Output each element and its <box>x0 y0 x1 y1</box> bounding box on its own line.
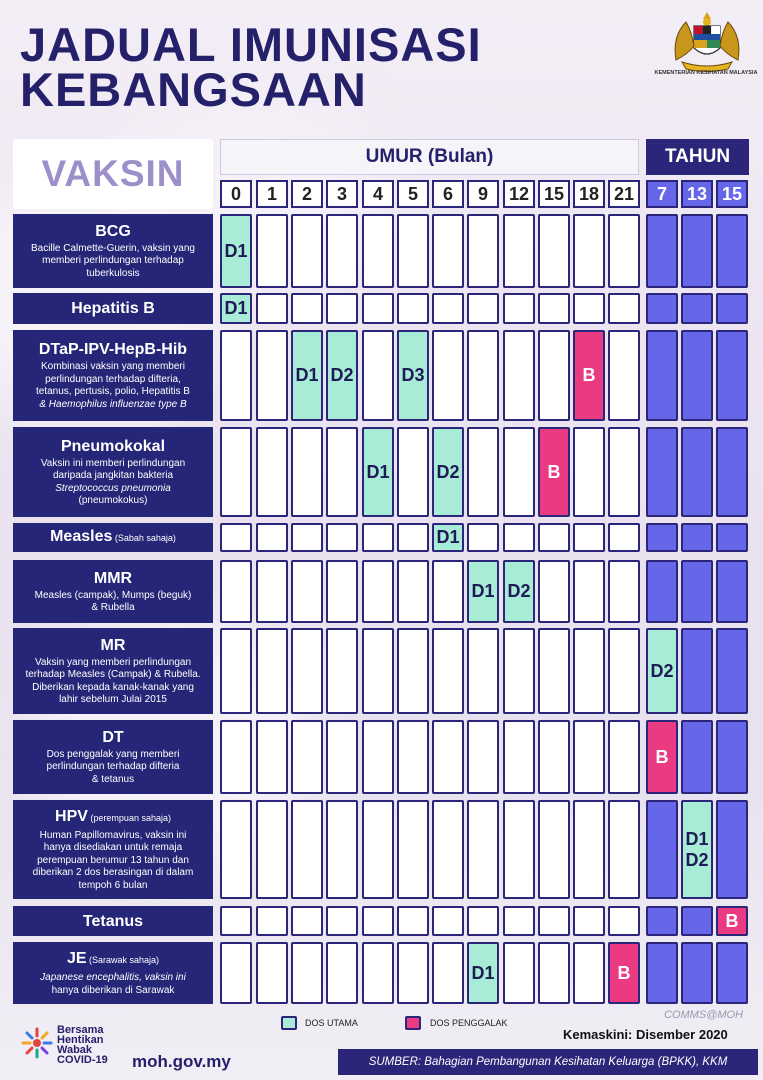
legend-primary-swatch <box>281 1016 297 1030</box>
vaccine-name-text: Hepatitis B <box>71 300 155 317</box>
schedule-cell <box>432 293 464 324</box>
schedule-cell <box>646 800 678 899</box>
dose-label: B <box>582 365 596 385</box>
source-banner: SUMBER: Bahagian Pembangunan Kesihatan Keluarga (BPKK), KKM <box>338 1049 758 1075</box>
vaccine-name <box>17 527 209 548</box>
schedule-cell <box>256 214 288 288</box>
schedule-cell <box>716 427 748 517</box>
year-header-13: 13 <box>681 180 713 208</box>
dose-label: D1 <box>295 365 319 385</box>
title-line-2: KEBANGSAAN <box>20 63 367 116</box>
campaign-line: COVID-19 <box>57 1054 108 1066</box>
schedule-cell <box>256 293 288 324</box>
schedule-cell <box>608 330 640 421</box>
description-line: Vaksin yang memberi perlindungan <box>34 656 191 668</box>
age-months-header: UMUR (Bulan) <box>220 139 639 175</box>
schedule-cell <box>362 330 394 421</box>
dose-label: D1 <box>471 581 495 601</box>
schedule-cell <box>326 628 358 714</box>
description-line: hanya diberikan di Sarawak <box>51 984 175 996</box>
schedule-cell <box>220 560 252 623</box>
schedule-cell <box>432 942 464 1004</box>
schedule-cell <box>291 720 323 794</box>
vaccine-name-text: Pneumokokal <box>60 437 166 455</box>
description-line: tempoh 6 bulan <box>78 879 148 891</box>
schedule-cell <box>573 214 605 288</box>
credit-text: COMMS@MOH <box>664 1009 743 1021</box>
vaccine-name <box>17 728 209 747</box>
dose-label: B <box>547 461 561 482</box>
schedule-cell <box>608 720 640 794</box>
schedule-cell <box>291 214 323 288</box>
booster-dose-cell <box>646 720 678 794</box>
schedule-cell <box>256 560 288 623</box>
vaccine-description <box>17 458 209 508</box>
schedule-cell <box>326 800 358 899</box>
dose-label: D2 <box>330 365 354 385</box>
schedule-cell <box>681 293 713 324</box>
schedule-cell <box>326 293 358 324</box>
schedule-cell <box>362 720 394 794</box>
schedule-cell <box>608 293 640 324</box>
schedule-cell <box>503 720 535 794</box>
schedule-cell <box>256 523 288 552</box>
description-line: & Haemophilus influenzae type B <box>39 398 187 410</box>
schedule-cell <box>716 800 748 899</box>
schedule-cell <box>646 560 678 623</box>
description-line: & Rubella <box>91 602 135 613</box>
schedule-cell <box>326 906 358 936</box>
description-line: Dos penggalak yang memberi <box>46 748 180 760</box>
schedule-cell <box>716 293 748 324</box>
vaccine-name-text: HPV <box>55 807 88 825</box>
schedule-cell <box>291 523 323 552</box>
vaccine-description <box>17 657 209 707</box>
schedule-cell <box>538 906 570 936</box>
vaccine-name-text: MR <box>100 636 126 654</box>
campaign-logo-icon <box>20 1026 54 1060</box>
schedule-cell <box>397 427 429 517</box>
schedule-cell <box>538 800 570 899</box>
schedule-cell <box>503 523 535 552</box>
schedule-cell <box>256 720 288 794</box>
schedule-cell <box>291 560 323 623</box>
age-years-header: TAHUN <box>646 139 749 175</box>
dose-label: D1 <box>224 240 248 261</box>
vaccine-name <box>17 912 209 931</box>
schedule-cell <box>573 523 605 552</box>
campaign-text <box>57 1025 108 1065</box>
schedule-cell <box>716 720 748 794</box>
schedule-cell <box>573 720 605 794</box>
month-header-2: 2 <box>291 180 323 208</box>
schedule-cell <box>397 293 429 324</box>
vaccine-name <box>17 437 209 456</box>
description-line: terhadap Measles (Campak) & Rubella. <box>25 669 201 680</box>
vaccine-label-mmr <box>13 560 213 623</box>
schedule-cell <box>503 214 535 288</box>
schedule-cell <box>608 800 640 899</box>
schedule-cell <box>326 427 358 517</box>
description-line: Measles (campak), Mumps (beguk) <box>34 589 192 601</box>
description-line: tuberkulosis <box>86 267 140 279</box>
schedule-cell <box>681 427 713 517</box>
month-header-21: 21 <box>608 180 640 208</box>
schedule-cell <box>538 330 570 421</box>
year-header-7: 7 <box>646 180 678 208</box>
schedule-cell <box>503 293 535 324</box>
schedule-cell <box>467 800 499 899</box>
dose-label: D2 <box>436 461 460 482</box>
schedule-cell <box>397 628 429 714</box>
schedule-cell <box>362 560 394 623</box>
legend-booster-swatch <box>405 1016 421 1030</box>
schedule-cell <box>291 906 323 936</box>
vaccine-label-tetanus <box>13 906 213 936</box>
description-line: Bacille Calmette-Guerin, vaksin yang <box>31 242 195 254</box>
schedule-cell <box>573 427 605 517</box>
schedule-cell <box>220 628 252 714</box>
description-line: diberikan 2 dos berasingan di dalam <box>32 867 194 879</box>
schedule-cell <box>256 330 288 421</box>
vaccine-label-measles <box>13 523 213 552</box>
month-header-3: 3 <box>326 180 358 208</box>
schedule-cell <box>432 906 464 936</box>
schedule-cell <box>256 942 288 1004</box>
schedule-cell <box>220 720 252 794</box>
schedule-cell <box>362 906 394 936</box>
dose-label: D3 <box>401 365 425 385</box>
schedule-cell <box>432 214 464 288</box>
schedule-cell <box>716 628 748 714</box>
schedule-cell <box>716 523 748 552</box>
schedule-cell <box>432 330 464 421</box>
schedule-cell <box>362 800 394 899</box>
vaccine-name <box>17 222 209 241</box>
schedule-cell <box>432 720 464 794</box>
primary-dose-cell <box>467 942 499 1004</box>
month-header-1: 1 <box>256 180 288 208</box>
schedule-cell <box>608 560 640 623</box>
schedule-cell <box>538 293 570 324</box>
schedule-cell <box>503 330 535 421</box>
primary-dose-cell <box>681 800 713 899</box>
month-header-18: 18 <box>573 180 605 208</box>
schedule-cell <box>573 800 605 899</box>
schedule-cell <box>291 628 323 714</box>
schedule-cell <box>538 523 570 552</box>
schedule-cell <box>716 330 748 421</box>
campaign-line: Hentikan <box>57 1034 104 1046</box>
dose-label: D2 <box>650 660 674 681</box>
month-header-6: 6 <box>432 180 464 208</box>
schedule-cell <box>681 720 713 794</box>
vaccine-description <box>17 243 209 281</box>
vaccine-name-text: Tetanus <box>82 912 144 930</box>
schedule-cell <box>397 800 429 899</box>
schedule-cell <box>467 720 499 794</box>
schedule-cell <box>397 720 429 794</box>
schedule-cell <box>467 523 499 552</box>
schedule-cell <box>326 720 358 794</box>
primary-dose-cell <box>397 330 429 421</box>
dose-label: D1 <box>436 527 460 547</box>
schedule-cell <box>397 214 429 288</box>
schedule-cell <box>608 214 640 288</box>
description-line: hanya disediakan untuk remaja <box>43 842 183 854</box>
primary-dose-cell <box>220 293 252 324</box>
vaccine-name <box>17 949 209 970</box>
schedule-cell <box>397 560 429 623</box>
schedule-cell <box>573 293 605 324</box>
vaccine-note: (Sabah sahaja) <box>112 533 176 543</box>
primary-dose-cell <box>291 330 323 421</box>
vaccine-description <box>17 749 209 787</box>
month-header-15: 15 <box>538 180 570 208</box>
schedule-cell <box>432 628 464 714</box>
schedule-cell <box>256 906 288 936</box>
schedule-cell <box>646 427 678 517</box>
schedule-cell <box>256 427 288 517</box>
vaccine-description <box>17 590 209 615</box>
dose-label: B <box>725 910 739 931</box>
schedule-cell <box>467 330 499 421</box>
page-title <box>20 18 482 116</box>
booster-dose-cell <box>538 427 570 517</box>
schedule-cell <box>291 293 323 324</box>
year-header-15: 15 <box>716 180 748 208</box>
primary-dose-cell <box>646 628 678 714</box>
month-header-4: 4 <box>362 180 394 208</box>
website-link[interactable]: moh.gov.my <box>132 1052 231 1071</box>
schedule-cell <box>538 942 570 1004</box>
schedule-cell <box>291 942 323 1004</box>
schedule-cell <box>646 906 678 936</box>
schedule-cell <box>608 906 640 936</box>
vaccine-label-mr <box>13 628 213 714</box>
schedule-cell <box>467 906 499 936</box>
schedule-cell <box>573 942 605 1004</box>
schedule-cell <box>220 330 252 421</box>
schedule-cell <box>716 942 748 1004</box>
booster-dose-cell <box>573 330 605 421</box>
booster-dose-cell <box>608 942 640 1004</box>
schedule-cell <box>538 628 570 714</box>
description-line: tetanus, pertusis, polio, Hepatitis B <box>36 386 190 397</box>
description-line: Japanese encephalitis, vaksin ini <box>40 972 186 983</box>
description-line: daripada jangkitan bakteria <box>52 470 174 481</box>
schedule-cell <box>220 800 252 899</box>
vaccine-note: (perempuan sahaja) <box>87 812 171 823</box>
vaccine-name <box>17 299 209 318</box>
schedule-cell <box>362 293 394 324</box>
dose-label: D1 <box>224 298 248 318</box>
description-line: perlindungan terhadap difteria, <box>45 373 181 385</box>
schedule-cell <box>681 330 713 421</box>
title-line-1: JADUAL IMUNISASI <box>20 18 482 71</box>
schedule-cell <box>256 800 288 899</box>
schedule-cell <box>573 628 605 714</box>
schedule-cell <box>608 628 640 714</box>
description-line: (pneumokokus) <box>78 495 148 506</box>
campaign-line: Bersama <box>57 1024 104 1036</box>
vaccine-label-dtap-ipv-hepb-hib <box>13 330 213 421</box>
ministry-name: KEMENTERIAN KESIHATAN MALAYSIA <box>654 70 758 76</box>
primary-dose-cell <box>220 214 252 288</box>
schedule-cell <box>326 560 358 623</box>
description-line: Human Papillomavirus, vaksin ini <box>39 829 187 841</box>
month-header-9: 9 <box>467 180 499 208</box>
schedule-cell <box>503 942 535 1004</box>
description-line: & tetanus <box>91 773 135 785</box>
schedule-cell <box>681 942 713 1004</box>
schedule-cell <box>397 906 429 936</box>
dose-label: D1 D2 <box>685 828 709 870</box>
schedule-cell <box>538 560 570 623</box>
vaccine-name-text: BCG <box>95 222 131 240</box>
schedule-cell <box>646 942 678 1004</box>
schedule-cell <box>220 906 252 936</box>
schedule-cell <box>326 942 358 1004</box>
vaccine-label-bcg <box>13 214 213 288</box>
month-header-5: 5 <box>397 180 429 208</box>
updated-date: Kemaskini: Disember 2020 <box>563 1027 728 1042</box>
schedule-cell <box>326 523 358 552</box>
description-line: Kombinasi vaksin yang memberi <box>41 361 185 372</box>
schedule-cell <box>220 942 252 1004</box>
legend-primary-label: DOS UTAMA <box>305 1018 358 1028</box>
vaccine-note: (Sarawak sahaja) <box>86 955 160 965</box>
schedule-cell <box>646 523 678 552</box>
schedule-cell <box>503 628 535 714</box>
primary-dose-cell <box>326 330 358 421</box>
schedule-cell <box>467 628 499 714</box>
vaccine-name-text: DT <box>102 728 124 746</box>
month-header-12: 12 <box>503 180 535 208</box>
legend-booster-label: DOS PENGGALAK <box>430 1018 508 1028</box>
schedule-cell <box>503 800 535 899</box>
schedule-cell <box>291 427 323 517</box>
schedule-cell <box>467 214 499 288</box>
schedule-cell <box>681 906 713 936</box>
vaccine-name-text: Measles <box>50 528 113 545</box>
schedule-cell <box>432 800 464 899</box>
description-line: memberi perlindungan terhadap <box>42 255 184 267</box>
description-line: perempuan berumur 13 tahun dan <box>37 854 189 866</box>
schedule-cell <box>716 560 748 623</box>
vaccine-label-je <box>13 942 213 1004</box>
month-header-0: 0 <box>220 180 252 208</box>
schedule-cell <box>362 628 394 714</box>
campaign-line: Wabak <box>57 1044 93 1056</box>
primary-dose-cell <box>432 427 464 517</box>
schedule-cell <box>467 427 499 517</box>
schedule-cell <box>362 942 394 1004</box>
vaccine-column-header: VAKSIN <box>13 139 213 209</box>
coat-of-arms-icon <box>664 10 750 76</box>
schedule-cell <box>538 214 570 288</box>
schedule-cell <box>681 560 713 623</box>
vaccine-name-text: MMR <box>93 569 133 587</box>
primary-dose-cell <box>432 523 464 552</box>
schedule-cell <box>362 214 394 288</box>
schedule-cell <box>397 942 429 1004</box>
dose-label: D1 <box>366 461 390 482</box>
booster-dose-cell <box>716 906 748 936</box>
schedule-cell <box>573 560 605 623</box>
vaccine-description <box>17 361 209 411</box>
description-line: Vaksin ini memberi perlindungan <box>40 457 186 469</box>
primary-dose-cell <box>362 427 394 517</box>
description-line: Streptococcus pneumonia <box>55 482 171 494</box>
schedule-cell <box>573 906 605 936</box>
dose-label: B <box>655 746 669 767</box>
schedule-cell <box>503 906 535 936</box>
schedule-cell <box>608 427 640 517</box>
schedule-cell <box>646 330 678 421</box>
schedule-cell <box>503 427 535 517</box>
schedule-cell <box>608 523 640 552</box>
schedule-cell <box>397 523 429 552</box>
vaccine-label-pneumokokal <box>13 427 213 517</box>
vaccine-name-text: DTaP-IPV-HepB-Hib <box>38 341 188 358</box>
vaccine-description <box>17 830 209 893</box>
vaccine-label-hpv <box>13 800 213 899</box>
schedule-cell <box>220 427 252 517</box>
primary-dose-cell <box>503 560 535 623</box>
schedule-cell <box>326 214 358 288</box>
schedule-cell <box>681 628 713 714</box>
vaccine-name-text: JE <box>66 950 87 967</box>
schedule-cell <box>681 214 713 288</box>
vaccine-label-dt <box>13 720 213 794</box>
vaccine-name <box>17 636 209 655</box>
vaccine-name <box>17 807 209 828</box>
description-line: perlindungan terhadap difteria <box>46 761 180 773</box>
schedule-cell <box>681 523 713 552</box>
dose-label: D1 <box>471 962 495 983</box>
schedule-cell <box>646 214 678 288</box>
primary-dose-cell <box>467 560 499 623</box>
vaccine-name <box>17 340 209 359</box>
vaccine-description <box>17 972 209 997</box>
schedule-cell <box>432 560 464 623</box>
dose-label: D2 <box>507 581 531 601</box>
schedule-cell <box>467 293 499 324</box>
description-line: lahir sebelum Julai 2015 <box>59 694 167 705</box>
vaccine-label-hepatitis-b <box>13 293 213 324</box>
schedule-cell <box>538 720 570 794</box>
schedule-cell <box>716 214 748 288</box>
description-line: Diberikan kepada kanak-kanak yang <box>32 681 194 693</box>
schedule-cell <box>220 523 252 552</box>
schedule-cell <box>362 523 394 552</box>
schedule-cell <box>646 293 678 324</box>
dose-label: B <box>617 962 631 983</box>
vaccine-name <box>17 569 209 588</box>
schedule-cell <box>256 628 288 714</box>
schedule-cell <box>291 800 323 899</box>
